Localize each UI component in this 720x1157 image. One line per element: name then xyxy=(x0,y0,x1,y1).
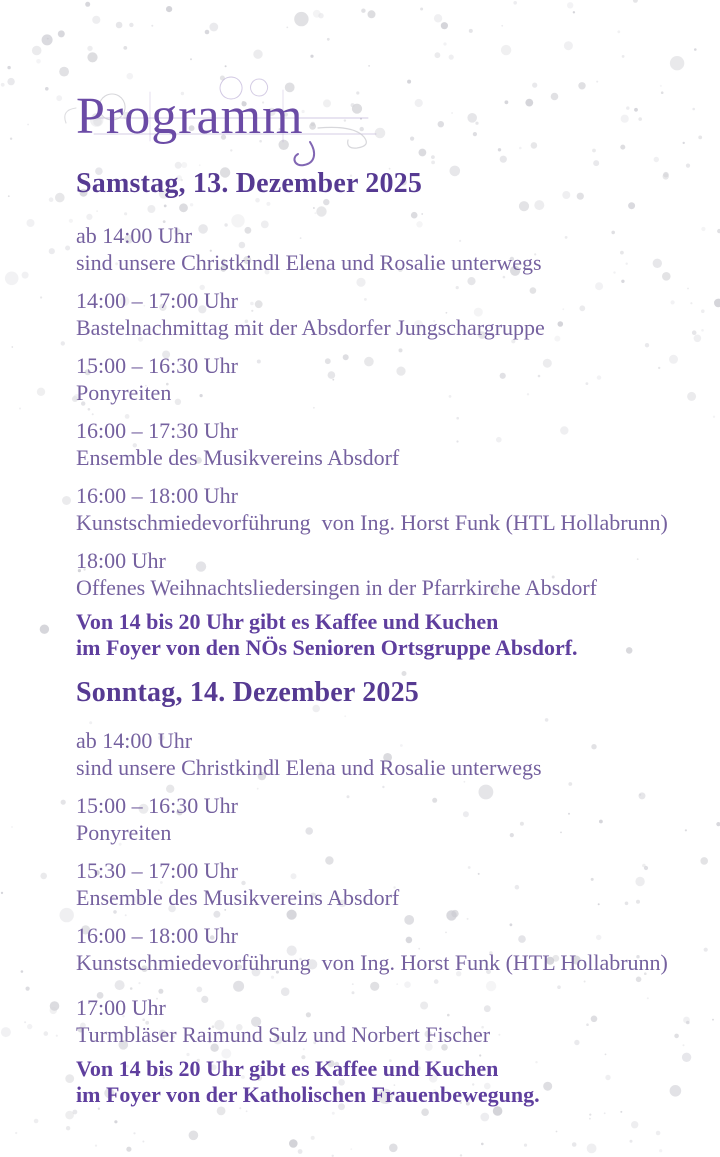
event-item xyxy=(76,482,706,536)
event-time: 16:00 – 17:30 Uhr xyxy=(76,418,238,443)
event-time: 16:00 – 18:00 Uhr xyxy=(76,483,238,508)
event-item xyxy=(76,994,706,1048)
flyer-content xyxy=(76,84,706,1108)
event-time: 15:00 – 16:30 Uhr xyxy=(76,353,238,378)
event-item xyxy=(76,727,706,781)
event-description: Offenes Weihnachtsliedersingen in der Pfarrkirche Absdorf xyxy=(76,575,597,600)
note-line: Von 14 bis 20 Uhr gibt es Kaffee und Kuchen xyxy=(76,1056,499,1081)
event-time: ab 14:00 Uhr xyxy=(76,728,193,753)
event-description: Ensemble des Musikvereins Absdorf xyxy=(76,445,400,470)
event-item xyxy=(76,417,706,471)
event-description: Turmbläser Raimund Sulz und Norbert Fischer xyxy=(76,1022,491,1047)
event-item xyxy=(76,222,706,276)
event-time: 15:00 – 16:30 Uhr xyxy=(76,793,238,818)
event-time: 14:00 – 17:00 Uhr xyxy=(76,288,238,313)
event-item xyxy=(76,287,706,341)
event-time: 17:00 Uhr xyxy=(76,995,166,1020)
event-time: 18:00 Uhr xyxy=(76,548,166,573)
event-description: Ensemble des Musikvereins Absdorf xyxy=(76,885,400,910)
note-line: im Foyer von den NÖs Senioren Ortsgruppe Absdorf. xyxy=(76,635,578,660)
event-time: 16:00 – 18:00 Uhr xyxy=(76,923,238,948)
event-item xyxy=(76,352,706,406)
event-description: Bastelnachmittag mit der Absdorfer Jungschargruppe xyxy=(76,315,545,340)
sunday-note xyxy=(76,1056,706,1108)
note-line: Von 14 bis 20 Uhr gibt es Kaffee und Kuchen xyxy=(76,609,499,634)
section-sunday xyxy=(76,675,706,1108)
event-description: sind unsere Christkindl Elena und Rosalie unterwegs xyxy=(76,250,542,275)
event-description: Kunstschmiedevorführung von Ing. Horst Funk (HTL Hollabrunn) xyxy=(76,510,668,535)
event-description: sind unsere Christkindl Elena und Rosalie unterwegs xyxy=(76,755,542,780)
event-item xyxy=(76,792,706,846)
page-title: Programm xyxy=(76,88,304,145)
event-item xyxy=(76,922,706,976)
saturday-note xyxy=(76,609,706,661)
event-description: Ponyreiten xyxy=(76,820,172,845)
note-line: im Foyer von der Katholischen Frauenbewegung. xyxy=(76,1082,540,1107)
event-time: 15:30 – 17:00 Uhr xyxy=(76,858,238,883)
event-item xyxy=(76,857,706,911)
event-description: Ponyreiten xyxy=(76,380,172,405)
sunday-heading: Sonntag, 14. Dezember 2025 xyxy=(76,677,419,708)
section-saturday xyxy=(76,166,706,661)
event-description: Kunstschmiedevorführung von Ing. Horst Funk (HTL Hollabrunn) xyxy=(76,950,668,975)
event-time: ab 14:00 Uhr xyxy=(76,223,193,248)
saturday-heading: Samstag, 13. Dezember 2025 xyxy=(76,168,423,199)
event-item xyxy=(76,547,706,601)
